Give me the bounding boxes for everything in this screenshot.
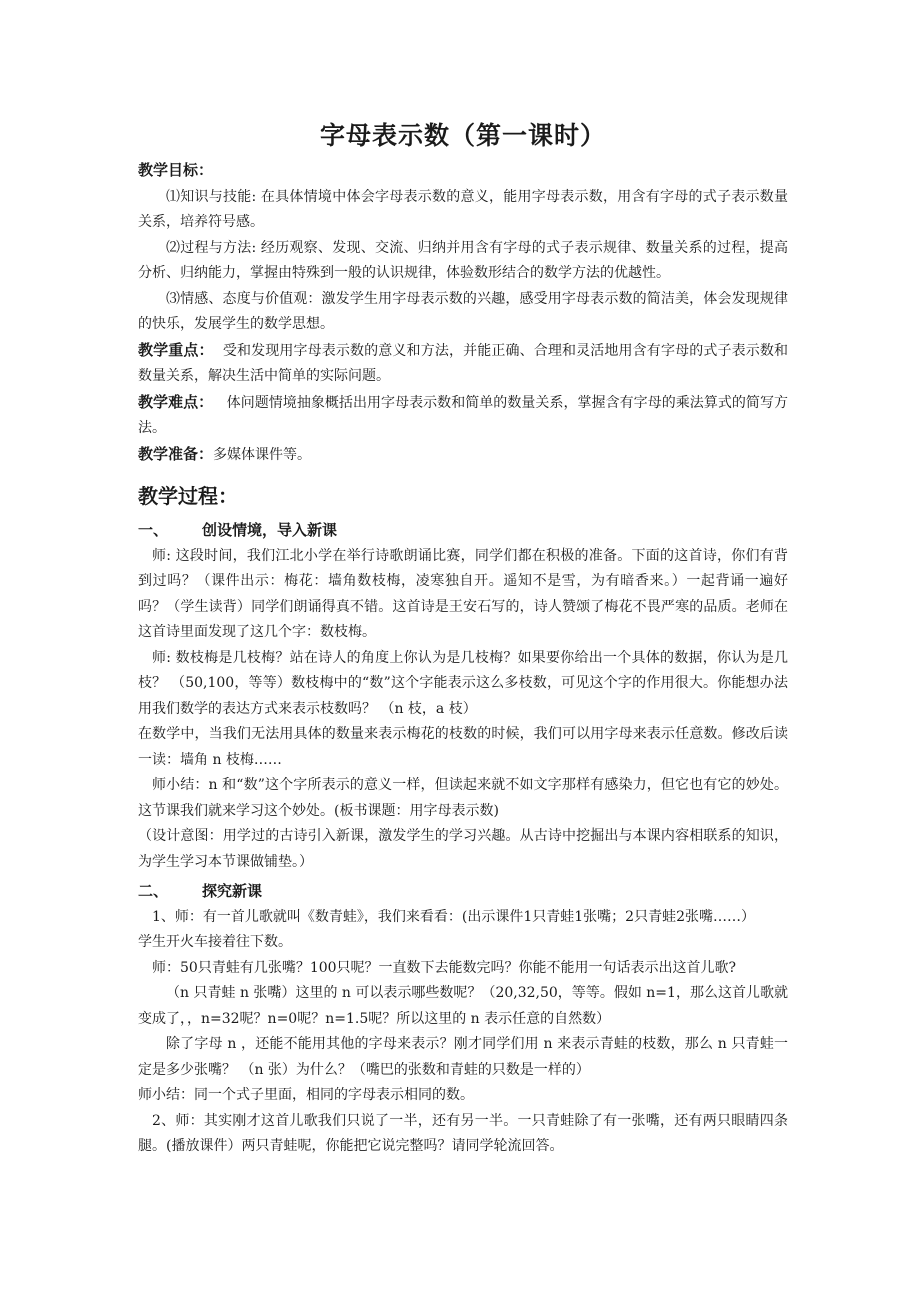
difficulty-label: 教学难点： [138,392,214,411]
section-number: 一、 [138,521,169,539]
paragraph: （n 只青蛙 n 张嘴）这里的 n 可以表示哪些数呢？（20,32,50，等等。假如 n=1，那么这首儿歌就变成了，，n=32呢？n=0呢？n=1.5呢？所以这里的 n 表示任意的自然数） [138,985,788,1027]
paragraph: 2、师：其实刚才这首儿歌我们只说了一半，还有另一半。一只青蛙除了有一张嘴，还有两只眼睛四条腿。(播放课件）两只青蛙呢，你能把它说完整吗？请同学轮流回答。 [138,1112,788,1154]
section-heading [138,518,788,544]
paragraph: 师: 这段时间，我们江北小学在举行诗歌朗诵比赛，同学们都在积极的准备。下面的这首诗，你们有背到过吗？（课件出示：梅花：墙角数枝梅，凌寒独自开。遥知不是雪，为有暗香来。）一起背诵一遍好吗？（学生读背）同学们朗诵得真不错。这首诗是王安石写的，诗人赞颂了梅花不畏严寒的品质。老师在这首诗里面发现了这几个字：数枝梅。 [138,547,788,640]
paragraph: 学生开火车接着往下数。 [138,934,292,950]
section-title: 探究新课 [202,882,263,900]
document-page [138,118,788,1160]
design-note: （设计意图：用学过的古诗引入新课，激发学生的学习兴趣。从古诗中挖掘出与本课内容相联系的知识，为学生学习本节课做铺垫。） [138,828,788,870]
paragraph: 在数学中，当我们无法用具体的数量来表示梅花的枝数的时候，我们可以用字母来表示任意数。修改后读一读：墙角 n 枝梅…… [138,726,788,768]
difficulty-text: 体问题情境抽象概括出用字母表示数和简单的数量关系，掌握含有字母的乘法算式的简写方法。 [138,394,789,436]
difficulty [138,390,788,442]
process-title: 教学过程： [138,484,238,508]
objective-item: ⑶情感、态度与价值观：激发学生用字母表示数的兴趣，感受用字母表示数的简洁美，体会发现规律的快乐，发展学生的数学思想。 [138,290,788,332]
preparation-text: 多媒体课件等。 [213,446,312,463]
paragraph: 师小结：同一个式子里面，相同的字母表示相同的数。 [138,1087,474,1103]
objectives-label: 教学目标： [138,161,214,179]
paragraph: 师: 数枝梅是几枝梅？站在诗人的角度上你认为是几枝梅？如果要你给出一个具体的数据，你认为是几枝？ （50,100，等等）数枝梅中的“数”这个字能表示这么多枝数，可见这个字的作用很大。你能想办法用我们数学的表达方式来表示枝数吗？ （n 枝，a 枝） [138,649,788,717]
section-title: 创设情境，导入新课 [202,521,338,539]
objectives-heading [138,158,788,185]
key-point [138,338,788,390]
section-number: 二、 [138,882,169,900]
paragraph: 师：50只青蛙有几张嘴？100只呢？一直数下去能数完吗？你能不能用一句话表示出这首儿歌? [152,959,737,976]
page-title: 字母表示数（第一课时） [319,121,606,150]
objective-item: ⑵过程与方法: 经历观察、发现、交流、归纳并用含有字母的式子表示规律、数量关系的过程，提高分析、归纳能力，掌握由特殊到一般的认识规律，体验数形结合的数学方法的优越性。 [138,239,788,281]
paragraph: 除了字母 n ，还能不能用其他的字母来表示？刚才同学们用 n 来表示青蛙的枝数，那么 n 只青蛙一定是多少张嘴？ （n 张）为什么？（嘴巴的张数和青蛙的只数是一样的） [138,1036,788,1078]
paragraph: 1、师：有一首儿歌就叫《数青蛙》，我们来看看：(出示课件1只青蛙1张嘴；2只青蛙2张嘴……） [152,908,755,925]
section-heading [138,879,788,905]
objective-item: ⑴知识与技能: 在具体情境中体会字母表示数的意义，能用字母表示数，用含有字母的式子表示数量关系，培养符号感。 [138,188,788,230]
preparation-label: 教学准备： [138,444,214,463]
preparation [138,442,788,469]
key-point-text: 受和发现用字母表示数的意义和方法，并能正确、合理和灵活地用含有字母的式子表示数和数量关系，解决生活中简单的实际问题。 [138,342,788,384]
paragraph: 师小结：n 和“数”这个字所表示的意义一样，但读起来就不如文字那样有感染力，但它也有它的妙处。这节课我们就来学习这个妙处。(板书课题：用字母表示数) [138,777,788,819]
key-point-label: 教学重点： [138,340,214,359]
